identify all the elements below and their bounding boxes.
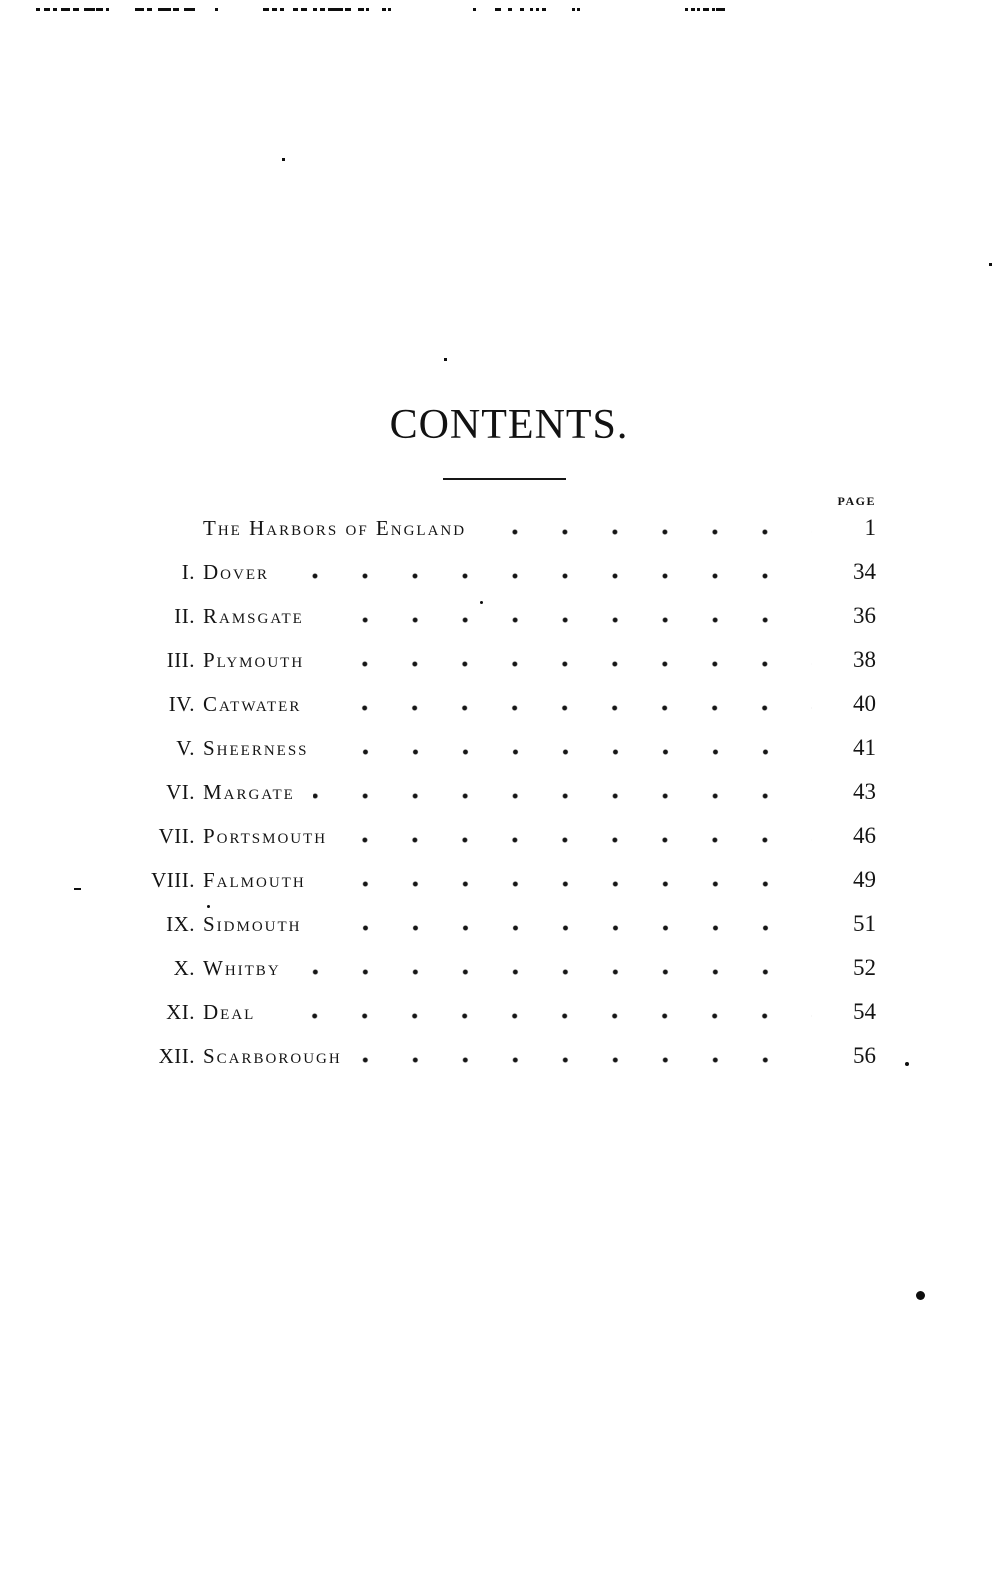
contents-entry <box>137 726 876 770</box>
entry-numeral: II. <box>174 604 195 628</box>
contents-entry <box>137 682 876 726</box>
entry-numeral: V. <box>176 736 195 760</box>
entry-page-number: 41 <box>853 735 876 760</box>
dot-leader <box>327 749 812 755</box>
scan-dash-artifact <box>53 8 57 11</box>
dot-leader <box>313 793 812 799</box>
scan-dash-artifact <box>691 8 695 11</box>
scan-dash-artifact <box>84 8 95 11</box>
entry-numeral: XII. <box>158 1044 195 1068</box>
scan-dash-artifact <box>508 8 512 11</box>
scan-dash-artifact <box>158 8 171 11</box>
scan-dash-artifact <box>272 8 277 11</box>
scan-dash-artifact <box>697 8 700 11</box>
entry-title: Margate <box>203 780 295 804</box>
entry-page-number: 34 <box>853 559 876 584</box>
contents-entry <box>137 1034 876 1078</box>
scan-dash-artifact <box>382 8 386 11</box>
entry-page-number: 40 <box>853 691 876 716</box>
entry-title: Scarborough <box>203 1044 342 1068</box>
scan-dash-artifact <box>61 8 70 11</box>
entry-page-number: 1 <box>864 515 876 540</box>
contents-entry <box>137 814 876 858</box>
contents-entry <box>137 946 876 990</box>
entry-numeral: VIII. <box>151 868 195 892</box>
entry-page-number: 52 <box>853 955 876 980</box>
scan-dash-artifact <box>135 8 144 11</box>
scan-dash-artifact <box>703 8 709 11</box>
scan-dash-artifact <box>366 8 369 11</box>
entry-numeral: IV. <box>168 692 195 716</box>
scan-dash-artifact <box>44 8 50 11</box>
entry-title: Portsmouth <box>203 824 328 848</box>
scan-speck-artifact <box>444 358 447 361</box>
dot-leader <box>345 837 812 843</box>
dot-leader <box>287 573 812 579</box>
scan-dash-artifact <box>184 8 195 11</box>
contents-entry <box>137 990 876 1034</box>
scan-speck-artifact <box>916 1291 925 1300</box>
contents-list <box>137 506 876 1078</box>
contents-entry <box>137 638 876 682</box>
entry-page-number: 36 <box>853 603 876 628</box>
page-column-label: PAGE <box>837 494 876 508</box>
entry-page-number: 49 <box>853 867 876 892</box>
scan-speck-artifact <box>989 263 992 266</box>
scan-dash-artifact <box>293 8 298 11</box>
contents-entry <box>137 858 876 902</box>
dot-leader <box>322 661 812 667</box>
scan-dash-artifact <box>712 8 715 11</box>
title-divider-rule <box>443 478 566 480</box>
scan-dash-artifact <box>263 8 269 11</box>
scan-dash-artifact <box>313 8 317 11</box>
entry-page-number: 46 <box>853 823 876 848</box>
entry-numeral: I. <box>181 560 195 584</box>
scan-speck-artifact <box>905 1062 909 1066</box>
entry-title: Deal <box>203 1000 256 1024</box>
scan-dash-artifact <box>358 8 364 11</box>
scan-dash-artifact <box>320 8 325 11</box>
entry-numeral: VI. <box>166 780 195 804</box>
scan-dash-artifact <box>572 8 575 11</box>
scan-dash-artifact <box>520 8 524 11</box>
scan-dash-artifact <box>173 8 179 11</box>
scan-dash-artifact <box>280 8 284 11</box>
dot-leader <box>324 881 812 887</box>
scan-dash-artifact <box>577 8 580 11</box>
contents-entry <box>137 550 876 594</box>
entry-title: Sidmouth <box>203 912 302 936</box>
dot-leader <box>360 1057 812 1063</box>
dot-leader <box>320 925 812 931</box>
entry-page-number: 43 <box>853 779 876 804</box>
scan-dash-artifact <box>536 8 539 11</box>
entry-page-number: 38 <box>853 647 876 672</box>
scan-dash-artifact <box>388 8 391 11</box>
entry-title: Whitby <box>203 956 281 980</box>
entry-numeral: X. <box>173 956 195 980</box>
entry-numeral: IX. <box>166 912 195 936</box>
entry-title: Dover <box>203 560 269 584</box>
contents-entry <box>137 770 876 814</box>
dot-leader <box>299 969 812 975</box>
scan-dash-artifact <box>215 8 218 11</box>
scan-speck-artifact <box>282 158 285 161</box>
entry-title: Falmouth <box>203 868 306 892</box>
entry-title: Sheerness <box>203 736 309 760</box>
dot-leader <box>273 1013 812 1019</box>
entry-title: Ramsgate <box>203 604 304 628</box>
contents-entry <box>137 506 876 550</box>
dot-leader <box>322 617 812 623</box>
scan-dash-artifact <box>73 8 79 11</box>
entry-page-number: 51 <box>853 911 876 936</box>
scan-dash-artifact <box>495 8 501 11</box>
scan-dash-artifact <box>147 8 152 11</box>
dot-leader <box>319 705 812 711</box>
entry-numeral: XI. <box>166 1000 195 1024</box>
entry-numeral: III. <box>166 648 195 672</box>
entry-title: Catwater <box>203 692 302 716</box>
entry-title: Plymouth <box>203 648 305 672</box>
dot-leader <box>484 529 812 535</box>
scan-dash-artifact <box>328 8 343 11</box>
scan-dash-artifact <box>716 8 725 11</box>
scan-dash-artifact <box>345 8 351 11</box>
scan-dash-artifact <box>542 8 546 11</box>
scan-speck-artifact <box>74 888 81 890</box>
scan-dash-artifact <box>473 8 476 11</box>
scan-dash-artifact <box>96 8 103 11</box>
contents-entry <box>137 594 876 638</box>
entry-numeral: VII. <box>158 824 195 848</box>
entry-page-number: 54 <box>853 999 876 1024</box>
contents-entry <box>137 902 876 946</box>
scan-dash-artifact <box>301 8 307 11</box>
page-title: CONTENTS. <box>389 402 629 448</box>
scan-dash-artifact <box>106 8 109 11</box>
entry-title: The Harbors of England <box>203 516 467 540</box>
scan-dash-artifact <box>36 8 40 11</box>
scan-dash-artifact <box>685 8 688 11</box>
entry-page-number: 56 <box>853 1043 876 1068</box>
scan-dash-artifact <box>530 8 533 11</box>
